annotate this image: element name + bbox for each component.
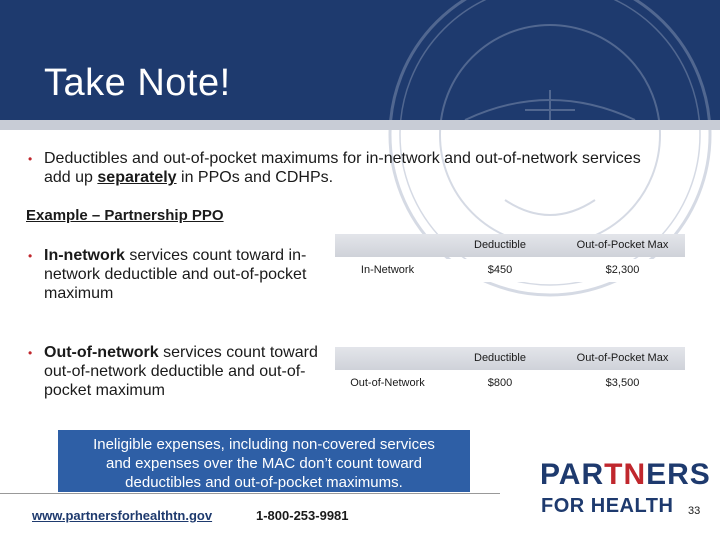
oop-max-header: Out-of-Pocket Max <box>576 239 669 251</box>
state-seal-icon <box>385 0 715 120</box>
callout-line: Ineligible expenses, including non-covered services <box>93 436 435 453</box>
deductible-header: Deductible <box>474 352 526 364</box>
main-bullet <box>28 149 668 187</box>
title-banner <box>0 0 720 120</box>
table-row <box>335 372 685 395</box>
header-divider <box>0 120 720 130</box>
deductible-header: Deductible <box>474 239 526 251</box>
bullet-icon: • <box>28 346 33 360</box>
oop-max-header: Out-of-Pocket Max <box>576 352 669 364</box>
callout-box <box>58 430 470 492</box>
oop-max-value: $3,500 <box>605 377 640 389</box>
partners-for-health-logo: PARTNERS FOR HEALTH <box>540 458 711 517</box>
main-bullet-text: Deductibles and out-of-pocket maximums for in-network and out-of-network services add up separately in PPOs and CDHPs. <box>44 150 641 186</box>
table-row <box>335 259 685 282</box>
row-label: In-Network <box>360 264 415 276</box>
table-header <box>335 234 685 257</box>
row-label: Out-of-Network <box>350 377 425 389</box>
out-of-network-bullet: • Out-of-network services count toward out-of-network deductible and out-of-pocket maximum <box>28 344 318 399</box>
page-number: 33 <box>688 505 701 517</box>
in-network-bullet: • In-network services count toward in-network deductible and out-of-pocket maximum <box>28 247 307 302</box>
bullet-icon: • <box>28 249 33 263</box>
callout-line: deductibles and out-of-pocket maximums. <box>125 474 403 491</box>
oop-max-value: $2,300 <box>605 264 640 276</box>
callout-line: and expenses over the MAC don’t count toward <box>105 455 423 472</box>
footer-divider <box>0 493 500 494</box>
bullet-icon: • <box>28 152 33 166</box>
page-title: Take Note! <box>44 62 231 104</box>
website-link[interactable]: www.partnersforhealthtn.gov <box>32 508 213 523</box>
table-header <box>335 347 685 370</box>
example-heading: Example – Partnership PPO <box>26 207 224 224</box>
phone-number: 1-800-253-9981 <box>256 508 349 523</box>
deductible-value: $450 <box>487 264 513 276</box>
deductible-value: $800 <box>487 377 513 389</box>
